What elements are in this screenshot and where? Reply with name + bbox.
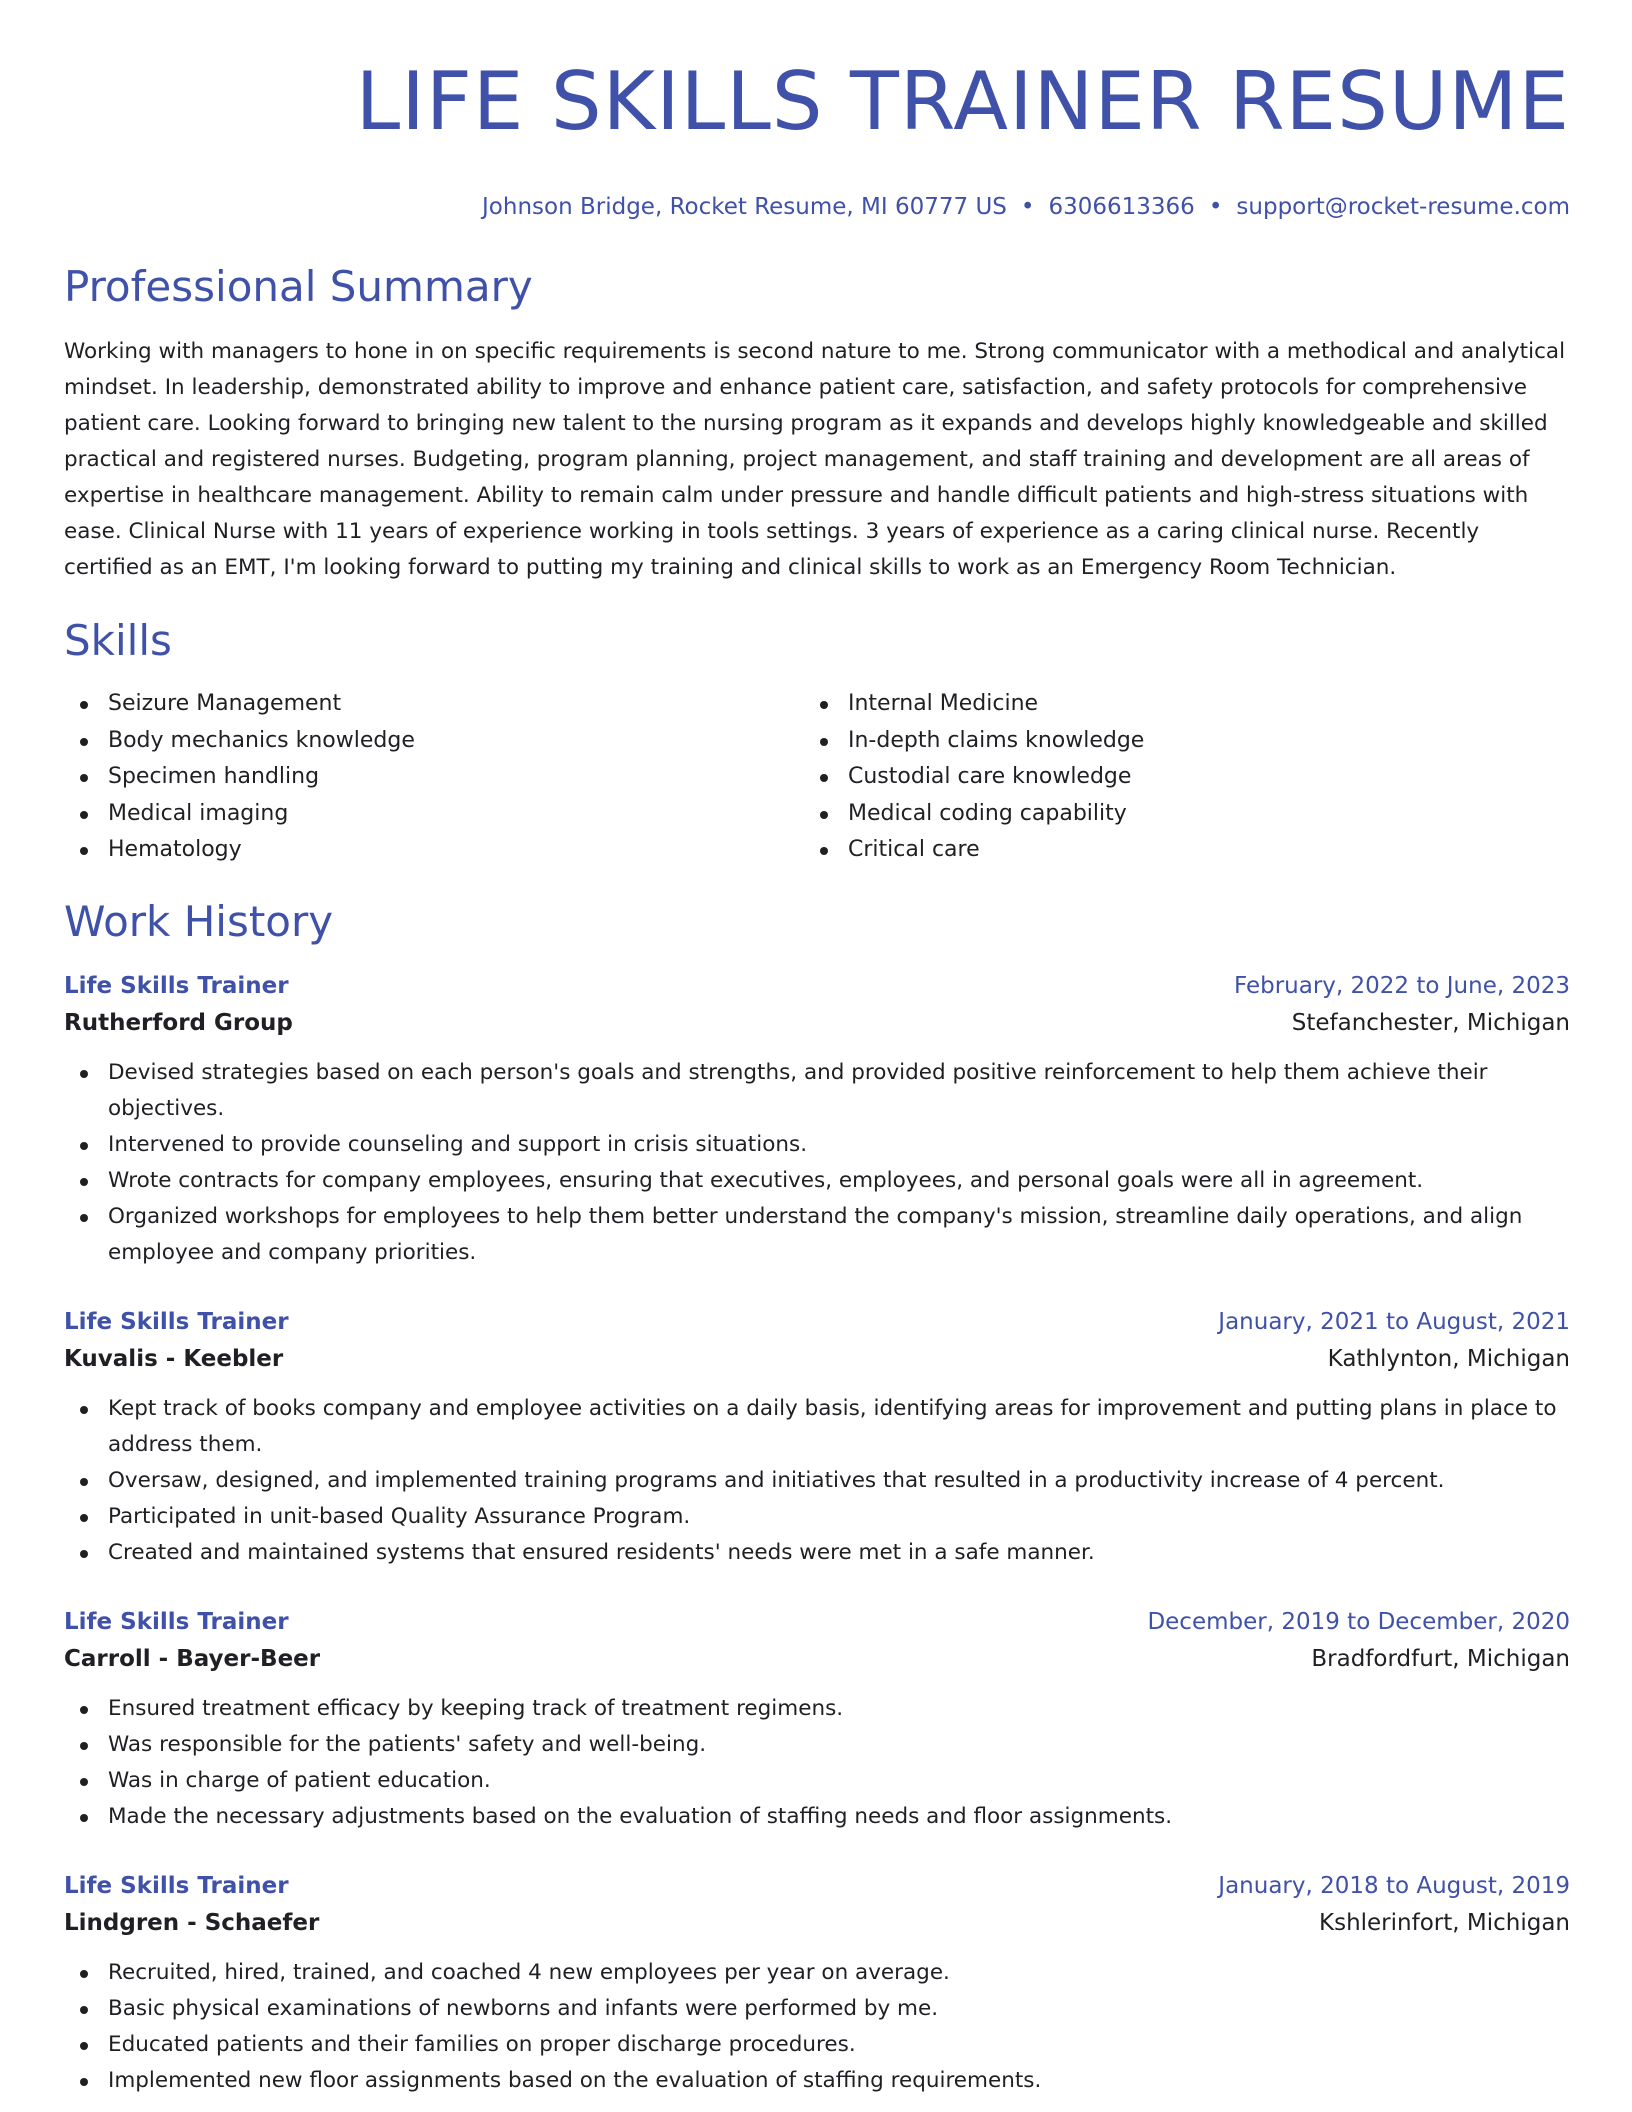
job-entry [64,1605,1570,1835]
contact-address: Johnson Bridge, Rocket Resume, MI 60777 US [482,194,1007,220]
job-title: Life Skills Trainer [64,1308,289,1335]
job-location: Stefanchester, Michigan [1291,1009,1570,1036]
job-bullet: Created and maintained systems that ensured residents' needs were met in a safe manner. [64,1535,1570,1571]
job-bullets [64,1691,1570,1835]
skill-item: Hematology [64,832,804,869]
job-bullet: Educated patients and their families on proper discharge procedures. [64,2027,1570,2063]
resume-header [64,0,1570,222]
resume-title: LIFE SKILLS TRAINER RESUME [355,55,1570,148]
job-company-row [64,1339,1570,1379]
job-company-row [64,1639,1570,1679]
job-header-row [64,969,1570,1003]
job-dates: December, 2019 to December, 2020 [1147,1608,1570,1635]
job-title: Life Skills Trainer [64,1872,289,1899]
job-location: Bradfordfurt, Michigan [1311,1645,1570,1672]
contact-line [64,192,1570,222]
job-bullet: Devised strategies based on each person's goals and strengths, and provided positive reinforcement to help them achieve their objectives. [64,1055,1570,1127]
job-location: Kathlynton, Michigan [1327,1345,1570,1372]
job-bullet: Ensured treatment efficacy by keeping track of treatment regimens. [64,1691,1570,1727]
contact-separator: • [1208,194,1223,220]
job-company: Lindgren - Schaefer [64,1909,320,1936]
job-bullet: Intervened to provide counseling and support in crisis situations. [64,1127,1570,1163]
professional-summary-section [64,262,1570,586]
job-location: Kshlerinfort, Michigan [1319,1909,1570,1936]
job-bullets [64,1391,1570,1571]
job-dates: January, 2021 to August, 2021 [1218,1308,1570,1335]
job-bullet: Oversaw, designed, and implemented training programs and initiatives that resulted in a productivity increase of 4 percent. [64,1463,1570,1499]
job-bullet: Wrote contracts for company employees, ensuring that executives, employees, and personal goals were all in agreement. [64,1163,1570,1199]
skill-item: Critical care [804,832,1544,869]
skills-columns [64,686,1570,869]
skill-item: Internal Medicine [804,686,1544,723]
skill-item: Medical imaging [64,796,804,833]
section-title: Professional Summary [64,262,533,311]
skill-item: Seizure Management [64,686,804,723]
skill-item: Body mechanics knowledge [64,723,804,760]
job-bullet: Basic physical examinations of newborns and infants were performed by me. [64,1991,1570,2027]
job-dates: January, 2018 to August, 2019 [1218,1872,1570,1899]
section-title: Work History [64,896,334,946]
contact-email: support@rocket-resume.com [1236,194,1570,220]
job-company: Kuvalis - Keebler [64,1345,284,1372]
job-company: Rutherford Group [64,1009,293,1036]
job-title: Life Skills Trainer [64,1608,289,1635]
job-bullets [64,1055,1570,1271]
skills-list-right [804,686,1544,869]
job-bullet: Was responsible for the patients' safety and well-being. [64,1727,1570,1763]
skills-list-left [64,686,804,869]
skill-item: Specimen handling [64,759,804,796]
job-company-row [64,1003,1570,1043]
skill-item: Custodial care knowledge [804,759,1544,796]
job-bullet: Recruited, hired, trained, and coached 4 new employees per year on average. [64,1955,1570,1991]
job-header-row [64,1305,1570,1339]
job-entry [64,1305,1570,1571]
job-title: Life Skills Trainer [64,972,289,999]
job-entry [64,1869,1570,2099]
skill-item: Medical coding capability [804,796,1544,833]
job-entry [64,969,1570,1271]
job-header-row [64,1605,1570,1639]
job-bullet: Made the necessary adjustments based on the evaluation of staffing needs and floor assignments. [64,1799,1570,1835]
summary-text: Working with managers to hone in on specific requirements is second nature to me. Strong communicator with a methodical and analytical mindset. In leadership, demonstrated ability to improve and enhance patient care, satisfaction, and safety protocols for comprehensive patient care. Looking forward to bringing new talent to the nursing program as it expands and develops highly knowledgeable and skilled practical and registered nurses. Budgeting, program planning, project management, and staff training and development are all areas of expertise in healthcare management. Ability to remain calm under pressure and handle difficult patients and high-stress situations with ease. Clinical Nurse with 11 years of experience working in tools settings. 3 years of experience as a caring clinical nurse. Recently certified as an EMT, I'm looking forward to putting my training and clinical skills to work as an Emergency Room Technician. [64,339,1566,580]
job-bullet: Implemented new floor assignments based on the evaluation of staffing requirements. [64,2063,1570,2099]
skill-item: In-depth claims knowledge [804,723,1544,760]
job-header-row [64,1869,1570,1903]
work-history-section [64,897,1570,2099]
job-bullet: Kept track of books company and employee activities on a daily basis, identifying areas for improvement and putting plans in place to address them. [64,1391,1570,1463]
contact-phone: 6306613366 [1048,194,1195,220]
job-company-row [64,1903,1570,1943]
contact-separator: • [1020,194,1035,220]
skills-section [64,616,1570,869]
job-bullet: Participated in unit-based Quality Assurance Program. [64,1499,1570,1535]
job-bullet: Was in charge of patient education. [64,1763,1570,1799]
section-title: Skills [64,616,172,665]
job-bullet: Organized workshops for employees to help them better understand the company's mission, streamline daily operations, and align employee and company priorities. [64,1199,1570,1271]
job-bullets [64,1955,1570,2099]
job-dates: February, 2022 to June, 2023 [1233,972,1570,999]
job-company: Carroll - Bayer-Beer [64,1645,321,1672]
